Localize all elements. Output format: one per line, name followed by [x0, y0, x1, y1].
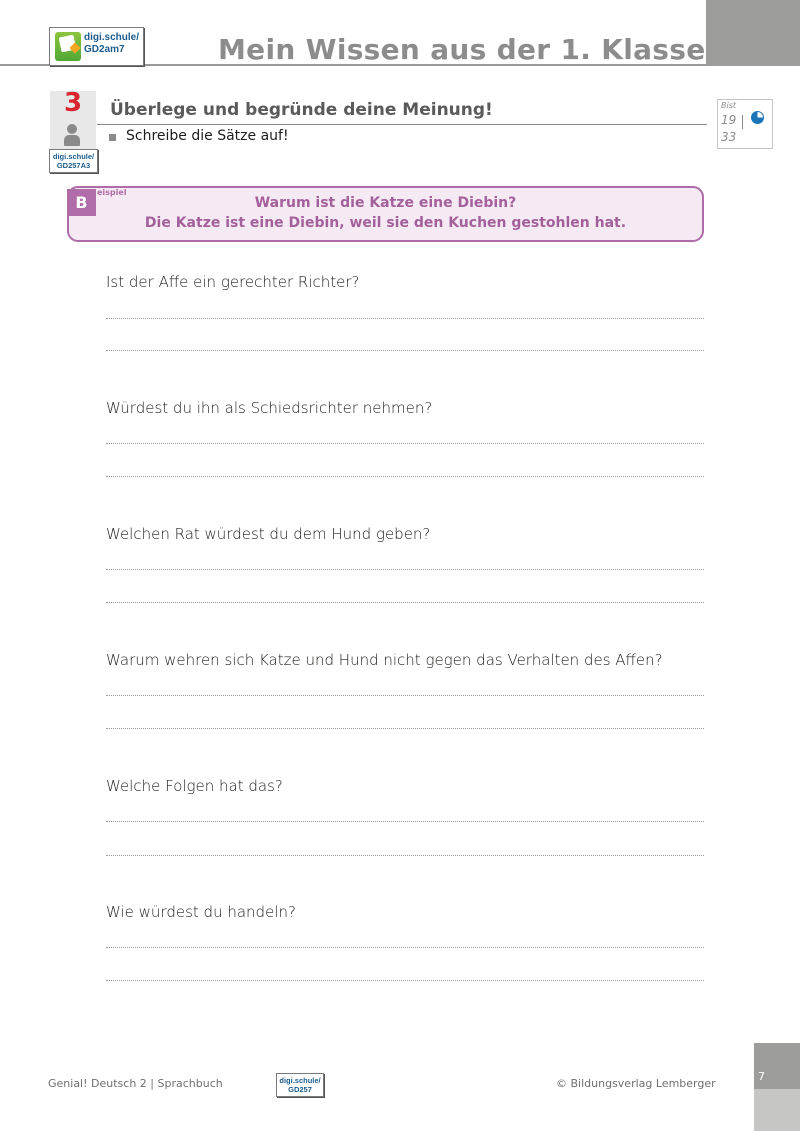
answer-line[interactable] [106, 443, 704, 444]
example-tab-label: eispiel [97, 188, 127, 197]
question-6: Wie würdest du handeln? [106, 903, 296, 921]
question-3: Welchen Rat würdest du dem Hund geben? [106, 525, 431, 543]
page-number-block-lower [754, 1089, 800, 1131]
footer-book-title: Genial! Deutsch 2 | Sprachbuch [48, 1077, 223, 1090]
bist-label: Bist [721, 101, 737, 110]
task-rule [97, 124, 707, 125]
task-heading: Überlege und begründe deine Meinung! [110, 100, 493, 120]
answer-line[interactable] [106, 318, 704, 319]
answer-line[interactable] [106, 980, 704, 981]
answer-line[interactable] [106, 350, 704, 351]
question-1: Ist der Affe ein gerechter Richter? [106, 273, 360, 291]
footer-copyright: © Bildungsverlag Lemberger [556, 1077, 716, 1090]
digi-badge-line1: digi.schule/ [84, 32, 140, 43]
answer-line[interactable] [106, 728, 704, 729]
answer-line[interactable] [106, 855, 704, 856]
answer-line[interactable] [106, 947, 704, 948]
header-corner-block [706, 0, 800, 66]
page-title: Mein Wissen aus der 1. Klasse [218, 33, 706, 66]
digi-schule-badge[interactable] [49, 27, 144, 66]
person-icon-body [64, 135, 80, 146]
task-digi-badge[interactable]: digi.schule/ GD257A3 [49, 149, 98, 173]
bist-value-1: 19 [721, 113, 737, 127]
example-tab-letter: B [67, 189, 96, 216]
answer-line[interactable] [106, 695, 704, 696]
answer-line[interactable] [106, 476, 704, 477]
task-number: 3 [63, 88, 83, 118]
answer-line[interactable] [106, 821, 704, 822]
question-2: Würdest du ihn als Schiedsrichter nehmen? [106, 399, 433, 417]
answer-line[interactable] [106, 602, 704, 603]
bist-reference-box [717, 99, 773, 149]
example-answer: Die Katze ist eine Diebin, weil sie den Kuchen gestohlen hat. [144, 215, 627, 231]
progress-pie-icon [751, 111, 764, 124]
bullet-square-icon [109, 134, 116, 141]
digi-schule-icon [55, 32, 81, 61]
person-icon [67, 124, 77, 134]
footer-digi-badge[interactable]: digi.schule/ GD257 [276, 1073, 324, 1097]
page-number: 7 [758, 1070, 765, 1083]
bist-value-2: 33 [721, 130, 737, 144]
question-5: Welche Folgen hat das? [106, 777, 283, 795]
answer-line[interactable] [106, 569, 704, 570]
task-instruction: Schreibe die Sätze auf! [126, 128, 289, 144]
question-4: Warum wehren sich Katze und Hund nicht gegen das Verhalten des Affen? [106, 651, 663, 669]
digi-badge-line2: GD2am7 [84, 44, 125, 55]
example-question: Warum ist die Katze eine Diebin? [254, 195, 517, 211]
bist-separator [742, 115, 743, 129]
